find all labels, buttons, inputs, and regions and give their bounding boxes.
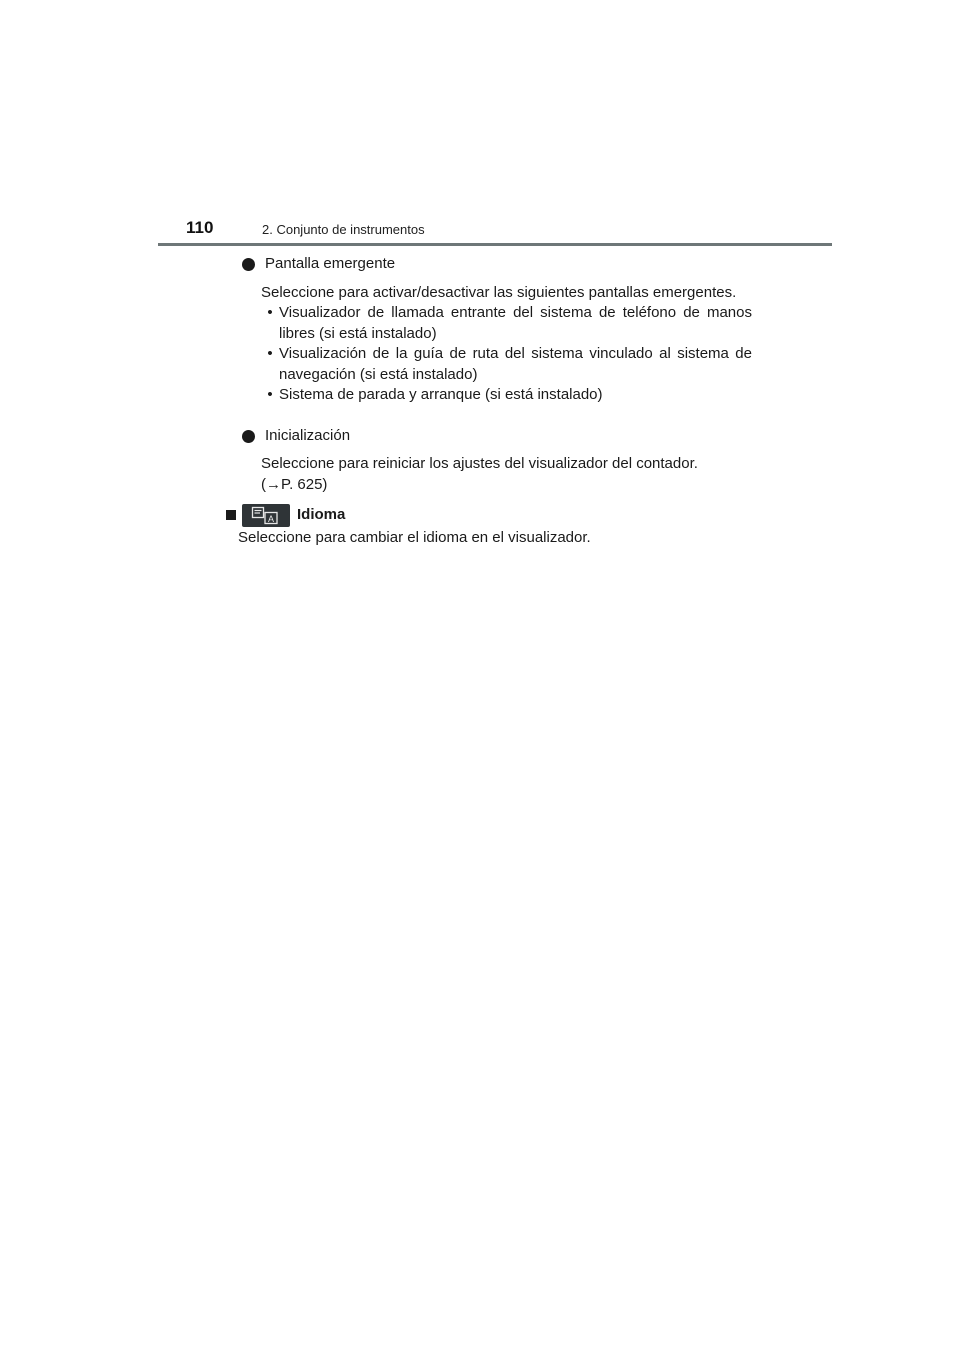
- sub-item: [261, 344, 752, 385]
- init-desc: Seleccione para reiniciar los ajustes del visualizador del contador.: [261, 455, 698, 472]
- popup-sublist: [261, 303, 752, 406]
- bullet-dot-icon: [242, 258, 255, 271]
- popup-title: Pantalla emergente: [265, 255, 396, 272]
- section-title: 2. Conjunto de instrumentos: [262, 222, 425, 237]
- page-number: 110: [186, 218, 214, 237]
- sub-text: Sistema de parada y arranque (si está instalado): [279, 386, 603, 403]
- bullet-dot-icon: [242, 430, 255, 443]
- header-rule: [158, 243, 832, 246]
- language-icon: [242, 504, 290, 527]
- popup-desc: Seleccione para activar/desactivar las siguientes pantallas emergentes.: [261, 283, 737, 301]
- content: [240, 253, 752, 549]
- sub-item: [261, 303, 752, 344]
- popup-item: [240, 254, 752, 275]
- sub-mark: •: [267, 345, 273, 362]
- language-icon-graphic: [251, 506, 281, 525]
- init-title: Inicialización: [265, 426, 351, 444]
- sub-text: Visualización de la guía de ruta del sistema vinculado al sistema de navegación (si está instalado): [279, 345, 752, 383]
- init-item: [240, 426, 752, 447]
- sub-item: [261, 385, 752, 406]
- language-title: Idioma: [297, 505, 346, 523]
- sub-mark: •: [267, 386, 273, 403]
- square-bullet-icon: [226, 510, 236, 520]
- sub-mark: •: [267, 304, 273, 321]
- language-icon-letter: A: [267, 513, 275, 524]
- sub-text: Visualizador de llamada entrante del sistema de teléfono de manos libres (si está instalado): [279, 304, 752, 342]
- language-item: [240, 503, 752, 527]
- init-ref: (→P. 625): [261, 475, 328, 493]
- language-desc: Seleccione para cambiar el idioma en el visualizador.: [238, 529, 591, 546]
